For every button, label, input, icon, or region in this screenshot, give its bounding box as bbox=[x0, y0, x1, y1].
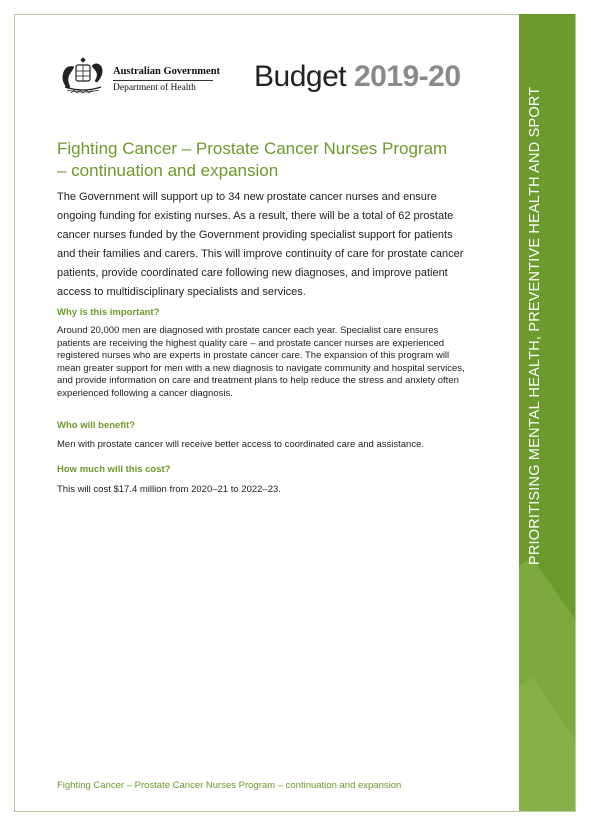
budget-heading bbox=[254, 60, 461, 94]
page-frame bbox=[14, 14, 576, 812]
coat-of-arms-icon bbox=[57, 57, 109, 97]
page-footer: Fighting Cancer – Prostate Cancer Nurses Program – continuation and expansion bbox=[57, 780, 402, 791]
section-text: Around 20,000 men are diagnosed with prostate cancer each year. Specialist care ensures patients are receiving the highest quality care – and prostate cancer nurses are experienced registered nurses who are experts in prostate cancer care. The expansion of this program will mean greater support for men with a new diagnosis to navigate community and hospital services, and provide information on care and treatment plans to help reduce the stress and anxiety often experienced following a cancer diagnosis. bbox=[57, 325, 465, 399]
government-name: Australian Government bbox=[113, 66, 221, 77]
section-heading: Why is this important? bbox=[57, 307, 160, 318]
government-logo bbox=[57, 57, 221, 97]
logo-divider bbox=[113, 80, 213, 81]
side-banner-text: PRIORITISING MENTAL HEALTH, PREVENTIVE HEALTH AND SPORT bbox=[527, 86, 543, 565]
section-text: Men with prostate cancer will receive better access to coordinated care and assistance. bbox=[57, 439, 424, 450]
section-heading: Who will benefit? bbox=[57, 420, 136, 431]
page-title: Fighting Cancer – Prostate Cancer Nurses Program – continuation and expansion bbox=[57, 139, 448, 180]
section-text: This will cost $17.4 million from 2020–21 to 2022–23. bbox=[57, 484, 281, 495]
intro-paragraph: The Government will support up to 34 new prostate cancer nurses and ensure ongoing funding for existing nurses. As a result, there will be a total of 62 prostate cancer nurses funded by the Government providing specialist support for patients and their families and carers. This will improve continuity of care for prostate cancer patients, provide coordinated care following new diagnoses, and improve patient access to multidisciplinary specialists and services. bbox=[57, 191, 464, 298]
budget-year: 2019-20 bbox=[353, 60, 461, 93]
section-heading: How much will this cost? bbox=[57, 464, 171, 475]
department-name: Department of Health bbox=[113, 83, 196, 93]
budget-word: Budget bbox=[254, 60, 347, 93]
